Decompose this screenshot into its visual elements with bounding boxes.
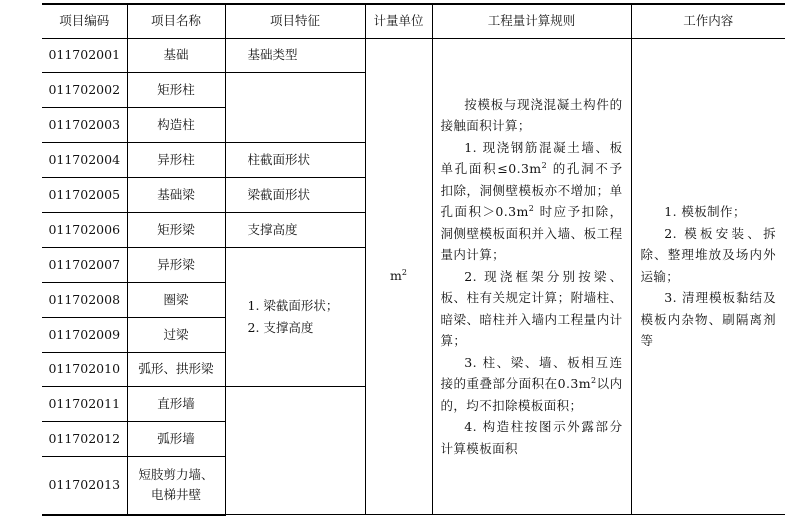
item-name-line-2: 电梯井壁 <box>150 487 201 503</box>
header-code: 项目编码 <box>42 4 127 38</box>
item-feature: 支撑高度 <box>225 212 365 247</box>
item-code: 011702004 <box>42 143 127 178</box>
header-row <box>42 4 785 38</box>
item-name: 弧形墙 <box>127 422 225 457</box>
item-code: 011702009 <box>42 317 127 352</box>
item-code: 011702011 <box>42 387 127 422</box>
item-feature: 梁截面形状 <box>225 178 365 213</box>
item-code: 011702008 <box>42 282 127 317</box>
feature-line-1: 1. 梁截面形状； <box>247 298 339 314</box>
rule-item-3: 3. 柱、梁、墙、板相互连接的重叠部分面积在$0.3m^2$以内的，均不扣除模板面积； <box>440 354 623 413</box>
item-name: 矩形柱 <box>127 73 225 108</box>
item-code: 011702005 <box>42 178 127 213</box>
item-name: 异形柱 <box>127 143 225 178</box>
item-code: 011702003 <box>42 108 127 143</box>
item-feature-empty <box>225 73 365 143</box>
rule-item-1: 1. 现浇钢筋混凝土墙、板单孔面积$\le 0.3m^2$ 的孔洞不予扣除，洞侧壁模板亦不增加；单孔面积$>0.3m^2$ 时应予扣除，洞侧壁模板面积并入墙、板工程量内计算； <box>440 139 623 263</box>
header-feature: 项目特征 <box>225 4 365 38</box>
item-code: 011702002 <box>42 73 127 108</box>
unit-cell <box>365 38 432 515</box>
item-code: 011702010 <box>42 352 127 387</box>
item-name: 直形墙 <box>127 387 225 422</box>
item-name: 弧形、拱形梁 <box>127 352 225 387</box>
unit-base: m <box>390 268 402 284</box>
work-item-1: 1. 模板制作； <box>664 204 746 220</box>
item-feature-beam <box>225 247 365 387</box>
item-code: 011702001 <box>42 38 127 73</box>
item-name: 圈梁 <box>127 282 225 317</box>
feature-line-2: 2. 支撑高度 <box>247 320 314 336</box>
item-name: 矩形梁 <box>127 212 225 247</box>
item-name: 基础 <box>127 38 225 73</box>
work-content-cell <box>631 38 785 515</box>
header-unit: 计量单位 <box>365 4 432 38</box>
work-item-2: 2. 模板安装、拆除、整理堆放及场内外运输； <box>640 225 776 284</box>
item-feature-empty <box>225 387 365 515</box>
item-code: 011702012 <box>42 422 127 457</box>
item-name: 异形梁 <box>127 247 225 282</box>
item-feature: 柱截面形状 <box>225 143 365 178</box>
item-code: 011702006 <box>42 212 127 247</box>
rule-item-4: 4. 构造柱按图示外露部分计算模板面积 <box>440 419 623 456</box>
table-row <box>42 38 785 73</box>
item-name-line-1: 短肢剪力墙、 <box>138 467 214 483</box>
rule-item-2: 2. 现浇框架分别按梁、板、柱有关规定计算；附墙柱、暗梁、暗柱并入墙内工程量内计算； <box>440 268 623 349</box>
calculation-rule-cell <box>432 38 631 515</box>
item-name: 构造柱 <box>127 108 225 143</box>
header-rule: 工程量计算规则 <box>432 4 631 38</box>
header-work: 工作内容 <box>631 4 785 38</box>
header-name: 项目名称 <box>127 4 225 38</box>
item-name: 基础梁 <box>127 178 225 213</box>
item-feature: 基础类型 <box>225 38 365 73</box>
formwork-quantity-table <box>42 3 785 516</box>
item-name <box>127 457 225 515</box>
item-code: 011702007 <box>42 247 127 282</box>
item-code: 011702013 <box>42 457 127 515</box>
item-name: 过梁 <box>127 317 225 352</box>
work-item-3: 3. 清理模板黏结及模板内杂物、刷隔离剂等 <box>640 290 776 349</box>
unit-exponent: 2 <box>401 268 407 278</box>
rule-intro: 按模板与现浇混凝土构件的接触面积计算； <box>440 96 623 134</box>
